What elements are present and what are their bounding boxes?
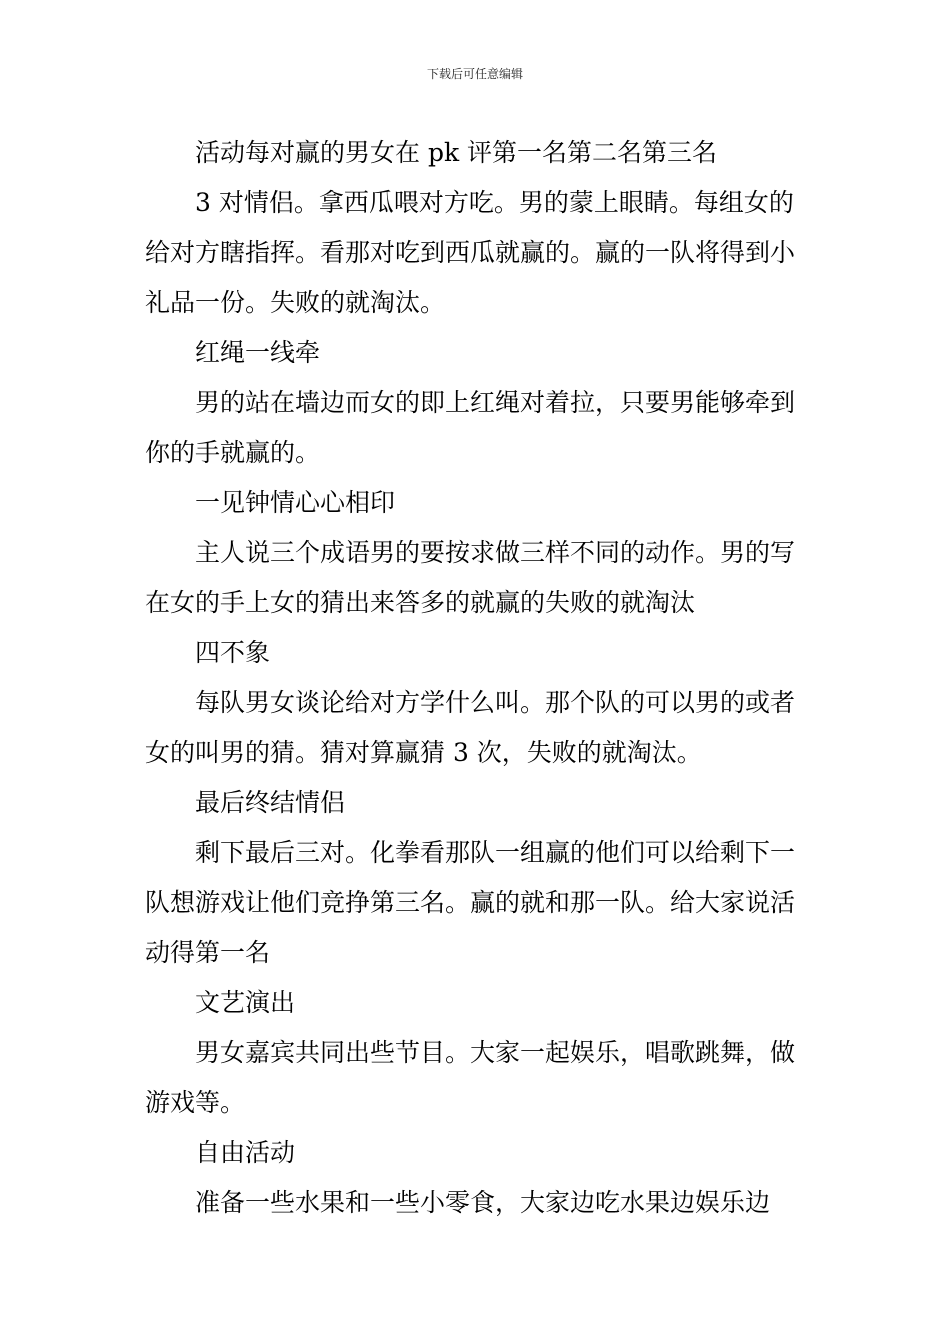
paragraph-free-activity: 准备一些水果和一些小零食，大家边吃水果边娱乐边 xyxy=(195,1188,771,1217)
section-heading-performance: 文艺演出 xyxy=(195,988,296,1017)
section-heading-free-activity: 自由活动 xyxy=(195,1138,296,1167)
paragraph-performance: 男女嘉宾共同出些节目。大家一起娱乐，唱歌跳舞，做游戏等。 xyxy=(145,1038,796,1117)
paragraph-watermelon-game: 3 对情侣。拿西瓜喂对方吃。男的蒙上眼睛。每组女的给对方瞎指挥。看那对吃到西瓜就赢的。赢的一队将得到小礼品一份。失败的就淘汰。 xyxy=(145,188,796,317)
section-heading-red-rope: 红绳一线牵 xyxy=(195,338,321,367)
paragraph-ranking: 活动每对赢的男女在 pk 评第一名第二名第三名 xyxy=(195,138,718,167)
section-heading-final-couple: 最后终结情侣 xyxy=(195,788,346,817)
section-heading-sibuxiang: 四不象 xyxy=(195,638,271,667)
document-body xyxy=(145,128,810,1228)
page-header-note: 下载后可任意编辑 xyxy=(426,67,523,81)
paragraph-animal-sounds: 每队男女谈论给对方学什么叫。那个队的可以男的或者女的叫男的猜。猜对算赢猜 3 次，失败的就淘汰。 xyxy=(145,688,796,767)
paragraph-final-round: 剩下最后三对。化拳看那队一组赢的他们可以给剩下一队想游戏让他们竞挣第三名。赢的就和那一队。给大家说活动得第一名 xyxy=(145,838,796,967)
section-heading-love-at-first-sight: 一见钟情心心相印 xyxy=(195,488,396,517)
paragraph-red-rope: 男的站在墙边而女的即上红绳对着拉，只要男能够牵到你的手就赢的。 xyxy=(145,388,796,467)
paragraph-idiom-game: 主人说三个成语男的要按求做三样不同的动作。男的写在女的手上女的猜出来答多的就赢的失败的就淘汰 xyxy=(145,538,796,617)
